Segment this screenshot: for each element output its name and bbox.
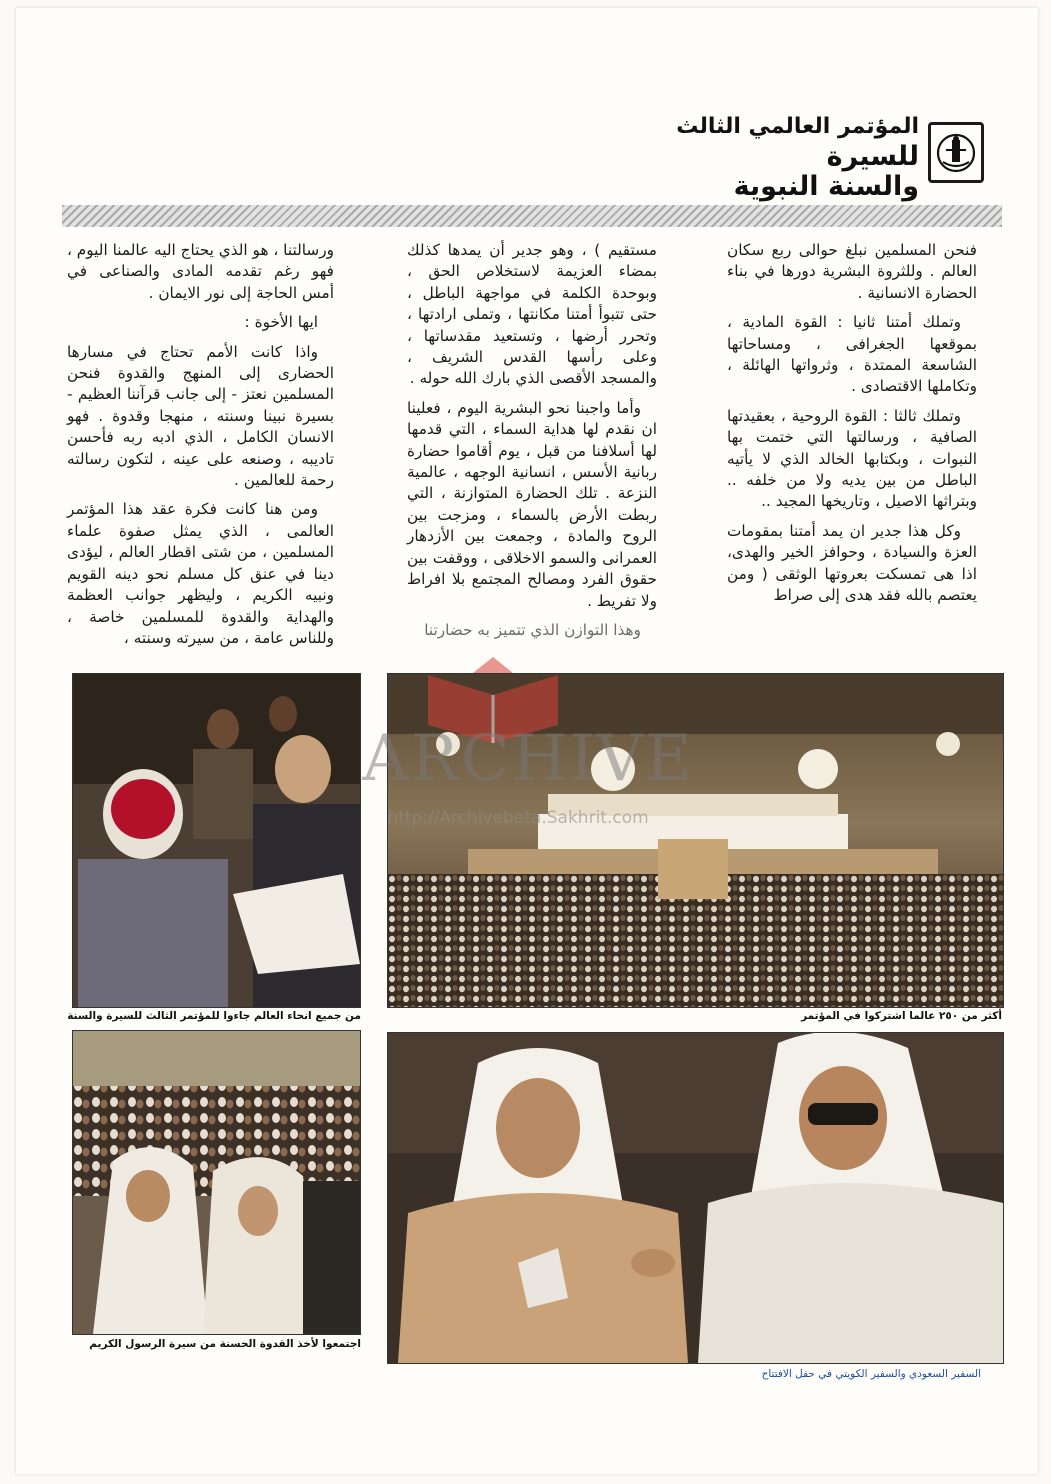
paragraph: ايها الأخوة : [244,313,318,332]
photo-audience [72,1030,361,1335]
paragraph: وتملك ثالثا : القوة الروحية ، بعقيدتها الصافية ، ورسالتها التي ختمت بها النبوات ، وبكتابها الخالد الذي لا يأتيه الباطل من بين يديه ولا من خلفه .. وبتراثها الاصيل ، وتاريخها المجيد .. [727,406,977,511]
paragraph: مستقيم ) ، وهو جدير أن يمدها كذلك بمضاء العزيمة لاستخلاص الحق ، وبوحدة الكلمة في مواجهة الباطل ، حتى تتبوأ أمتنا مكانتها ، وتملى ارادتها ، وتحرر أرضها ، وتستعيد مقدساتها ، وعلى رأسها القدس الشريف ، والمسجد الأقصى الذي بارك الله حوله . [407,241,657,388]
photo-ambassadors [387,1032,1004,1364]
paragraph: وهذا التوازن الذي تتميز به حضارتنا [424,620,641,639]
title-line-1: المؤتمر العالمي الثالث [676,114,919,139]
photo-caption: من جميع انحاء العالم جاءوا للمؤتمر الثالث للسيرة والسنة [67,1010,361,1022]
paragraph: ومن هنا كانت فكرة عقد هذا المؤتمر العالمى ، الذي يمثل صفوة علماء المسلمين ، من شتى اقطار العالم ، ليؤدى دينا في عنق كل مسلم نحو دينه القويم ونبيه الكريم ، وليظهر جوانب العظمة والهداية والقدوة للمسلمين خاصة ، وللناس عامة ، من سيرته وسنته ، [67,500,334,647]
text-column-left [67,240,334,657]
title-line-3: والسنة النبوية [733,171,919,202]
conference-title [589,112,919,202]
paragraph: واذا كانت الأمم تحتاج في مسارها الحضارى إلى المنهج والقدوة فنحن المسلمين نعتز - إلى جانب قرآننا العظيم - بسيرة نبينا وسنته ، منهجا وقدوة . فهو الانسان الكامل ، الذي ادبه ربه فأحسن تاديبه ، وصنعه على عينه ، لتكون رسالته رحمة للعالمين . [67,342,334,490]
photo-caption: السفير السعودي والسفير الكويتي في حفل الافتتاح [761,1368,981,1380]
paragraph: فنحن المسلمين نبلغ حوالى ربع سكان العالم . وللثروة البشرية دورها في بناء الحضارة الانسانية . [727,241,977,302]
conference-emblem-icon [928,122,984,183]
archive-watermark-url: http://Archivebeta.Sakhrit.com [387,808,649,828]
text-column-right [727,240,977,615]
title-line-2: للسيرة [826,141,919,172]
paragraph: ورسالتنا ، هو الذي يحتاج اليه عالمنا اليوم ، فهو رغم تقدمه المادى والصناعى في أمس الحاجة إلى نور الايمان . [67,241,334,302]
photo-caption: أكثر من ٢٥٠ عالما اشتركوا في المؤتمر [801,1010,1002,1022]
paragraph: وتملك أمتنا ثانيا : القوة المادية ، بموقعها الجغرافى ، ومساحاتها الشاسعة الممتدة ، وثرواتها الهائلة ، وتكاملها الاقتصادى . [727,313,977,396]
paragraph: وكل هذا جدير ان يمد أمتنا بمقومات العزة والسيادة ، وحوافز الخير والهدى، اذا هى تمسكت بعروتها الوثقى ( ومن يعتصم بالله فقد هدى إلى صراط [727,521,977,605]
paragraph: وأما واجبنا نحو البشرية اليوم ، فعلينا ان نقدم لها هداية السماء ، التي قدمها لها أسلافنا من قبل ، يوم أقاموا حضارة ربانية الأسس ، انسانية الوجهه ، عالمية النزعة . تلك الحضارة المتوازنة ، التي ربطت الأرض بالسماء ، ومزجت بين الروح والمادة ، وجمعت بين الأزدهار العمرانى والسمو الاخلاقى ، ووقفت بين حقوق الفرد ومصالح المجتمع بلا افراط ولا تفريط . [407,398,657,610]
photo-caption: اجتمعوا لأخذ القدوة الحسنة من سيرة الرسول الكريم [89,1338,361,1350]
text-column-middle [407,240,657,649]
archive-watermark-text: ARCHIVE [362,722,694,796]
hatched-divider [62,205,1002,227]
